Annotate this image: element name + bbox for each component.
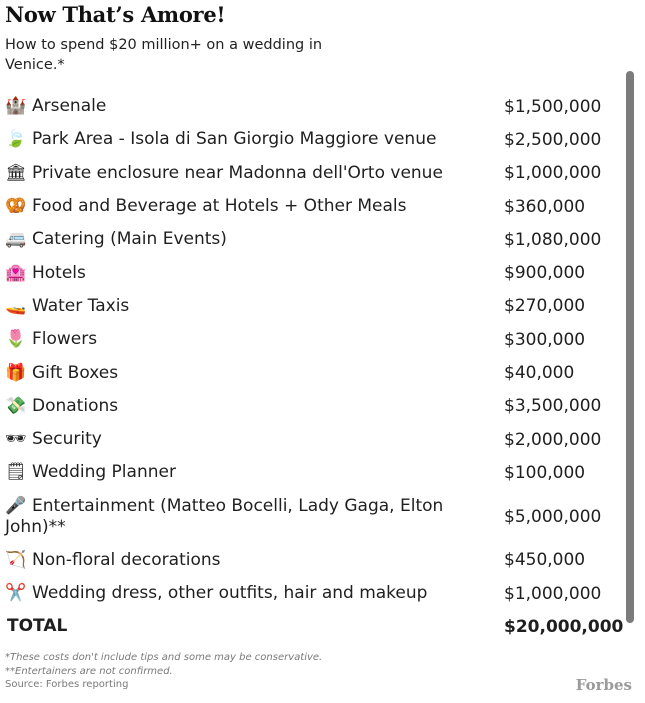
footnotes	[5, 651, 322, 692]
speedboat-icon: 🚤	[5, 295, 27, 316]
scissors-icon: ✂️	[5, 583, 27, 603]
sunglasses-icon: 🕶	[5, 429, 27, 450]
item-cell	[5, 196, 475, 217]
item-cell	[5, 329, 475, 350]
cost-value: $270,000	[504, 296, 586, 317]
table-row	[5, 157, 620, 190]
item-label: Arsenale	[32, 96, 107, 117]
cost-value: $360,000	[504, 196, 586, 217]
cost-value: $100,000	[504, 462, 586, 483]
total-row	[5, 610, 624, 643]
gift-icon: 🎁	[5, 362, 27, 383]
cost-value: $450,000	[504, 550, 586, 571]
item-cell	[5, 96, 475, 117]
table-row	[5, 423, 620, 456]
cost-value: $1,080,000	[504, 229, 602, 250]
table-row	[5, 123, 620, 156]
cost-value: $3,500,000	[504, 396, 602, 417]
bow-and-arrow-icon: 🏹	[5, 549, 27, 570]
pretzel-icon: 🥨	[5, 196, 27, 217]
cost-value: $1,000,000	[504, 583, 602, 604]
table-row	[5, 544, 620, 577]
item-label: Security	[32, 429, 102, 450]
leaf-icon: 🍃	[5, 129, 27, 150]
table-row	[5, 290, 620, 323]
chart-subtitle: How to spend $20 million+ on a wedding in Venice.*	[5, 37, 323, 73]
item-cell	[5, 550, 475, 571]
item-label: Hotels	[32, 262, 86, 283]
footnote-costs: *These costs don't include tips and some may be conservative.	[5, 652, 323, 663]
item-label: Park Area - Isola di San Giorgio Maggiore venue	[32, 129, 437, 150]
item-cell	[5, 429, 475, 450]
table-row	[5, 90, 620, 123]
item-cell	[5, 396, 475, 417]
item-cell	[5, 462, 475, 483]
cost-value: $40,000	[504, 363, 575, 384]
cost-table	[5, 90, 624, 643]
item-label: Entertainment (Matteo Bocelli, Lady Gaga, Elton John)**	[5, 495, 444, 537]
item-label: Wedding dress, other outfits, hair and makeup	[32, 583, 428, 603]
item-cell	[5, 163, 475, 184]
classical-building-icon: 🏛	[5, 162, 27, 183]
love-hotel-icon: 🏩	[5, 262, 27, 283]
table-row	[5, 356, 620, 389]
item-label: Private enclosure near Madonna dell'Orto venue	[32, 162, 443, 183]
table-row	[5, 323, 620, 356]
total-value: $20,000,000	[504, 616, 624, 637]
item-label: Catering (Main Events)	[32, 229, 227, 250]
table-row	[5, 490, 620, 544]
item-cell	[5, 263, 475, 284]
notepad-icon: 🗒	[5, 462, 27, 483]
microphone-icon: 🎤	[5, 495, 27, 516]
item-label: Wedding Planner	[32, 462, 176, 483]
table-row	[5, 456, 620, 489]
item-label: Non-floral decorations	[32, 549, 221, 570]
item-label: Flowers	[32, 329, 98, 350]
table-row	[5, 390, 620, 423]
table-row	[5, 256, 620, 289]
item-cell	[5, 229, 475, 250]
item-label: Water Taxis	[32, 295, 130, 316]
table-row	[5, 190, 620, 223]
item-cell	[5, 583, 475, 604]
cost-value: $1,500,000	[504, 96, 602, 117]
item-label: Food and Beverage at Hotels + Other Meals	[32, 196, 407, 217]
item-cell	[5, 496, 475, 538]
footnote-entertainers: **Entertainers are not confirmed.	[5, 665, 173, 677]
table-row	[5, 223, 620, 256]
cost-value: $5,000,000	[504, 506, 602, 527]
item-cell	[5, 296, 475, 317]
vertical-scrollbar[interactable]	[626, 71, 634, 623]
castle-icon: 🏰	[5, 96, 27, 117]
cost-value: $2,500,000	[504, 129, 602, 150]
money-with-wings-icon: 💸	[5, 395, 27, 416]
source-note: Source: Forbes reporting	[5, 679, 129, 690]
item-label: Donations	[32, 395, 119, 416]
minibus-icon: 🚐	[5, 229, 27, 250]
forbes-logo: Forbes	[575, 676, 632, 694]
cost-value: $2,000,000	[504, 429, 602, 450]
item-label: Gift Boxes	[32, 362, 119, 383]
item-cell	[5, 129, 475, 150]
table-row	[5, 577, 620, 610]
chart-title: Now That’s Amore!	[5, 2, 226, 27]
total-label: TOTAL	[7, 616, 68, 637]
cost-value: $300,000	[504, 329, 586, 350]
item-cell	[5, 363, 475, 384]
cost-value: $900,000	[504, 263, 586, 284]
cost-value: $1,000,000	[504, 163, 602, 184]
tulip-icon: 🌷	[5, 329, 27, 350]
